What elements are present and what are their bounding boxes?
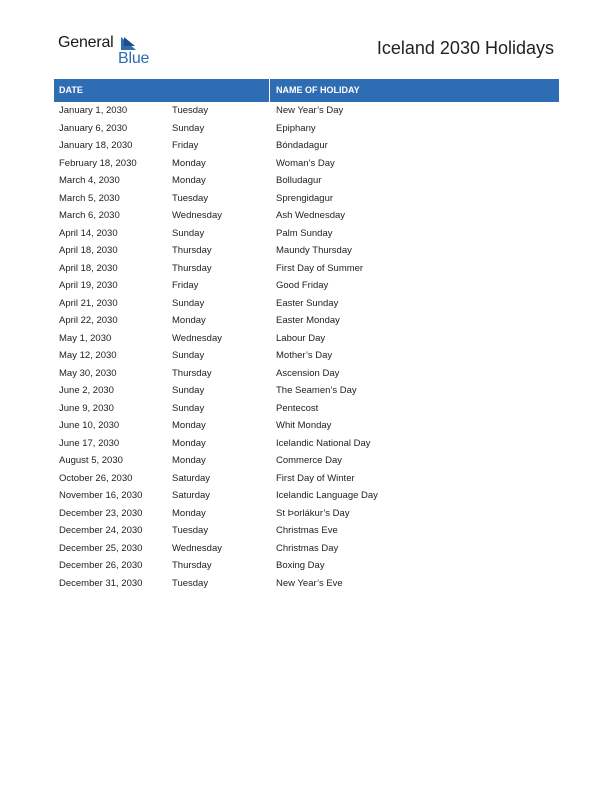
holiday-name: Whit Monday (276, 420, 332, 431)
table-row (54, 120, 559, 138)
logo-text-general: General (58, 34, 114, 51)
holiday-name: Commerce Day (276, 455, 342, 466)
table-row (54, 190, 559, 208)
holiday-weekday: Wednesday (172, 210, 222, 221)
holiday-weekday: Sunday (172, 350, 205, 361)
holiday-weekday: Tuesday (172, 192, 209, 204)
holiday-date: April 14, 2030 (59, 227, 118, 239)
holiday-name: First Day of Winter (276, 472, 355, 484)
table-row (54, 540, 559, 558)
holiday-name: Good Friday (276, 280, 329, 291)
holiday-weekday: Saturday (172, 472, 211, 484)
holiday-table-body (54, 102, 559, 592)
holiday-weekday: Wednesday (172, 542, 222, 554)
holiday-date: April 18, 2030 (59, 262, 118, 274)
holiday-date: June 2, 2030 (59, 385, 114, 396)
holiday-weekday: Thursday (172, 367, 212, 379)
table-row (54, 260, 559, 278)
holiday-date: January 6, 2030 (59, 122, 128, 134)
holiday-date: March 6, 2030 (59, 210, 120, 221)
holiday-weekday: Thursday (172, 560, 212, 571)
holiday-date: January 18, 2030 (59, 140, 133, 151)
holiday-date: May 1, 2030 (59, 332, 112, 344)
holiday-name: Boxing Day (276, 560, 325, 571)
holiday-name: Christmas Day (276, 542, 339, 554)
holiday-date: January 1, 2030 (59, 105, 128, 116)
holiday-name: Woman’s Day (276, 157, 335, 169)
holiday-date: March 4, 2030 (59, 175, 120, 186)
holiday-name: New Year’s Day (276, 105, 344, 116)
holiday-name: Epiphany (276, 122, 316, 134)
holiday-date: June 9, 2030 (59, 402, 114, 414)
holiday-date: December 23, 2030 (59, 507, 143, 519)
table-row (54, 417, 559, 435)
holiday-date: April 19, 2030 (59, 280, 118, 291)
holiday-name: Labour Day (276, 332, 326, 344)
table-row (54, 312, 559, 330)
column-header-date: DATE (59, 85, 83, 95)
table-row (54, 557, 559, 575)
holiday-date: June 17, 2030 (59, 437, 120, 449)
table-row (54, 575, 559, 593)
table-row (54, 452, 559, 470)
table-row (54, 295, 559, 313)
holiday-name: Ash Wednesday (276, 210, 346, 221)
holiday-name: Christmas Eve (276, 525, 338, 536)
holiday-weekday: Monday (172, 157, 206, 169)
holiday-name: Easter Sunday (276, 297, 339, 309)
holiday-weekday: Monday (172, 420, 206, 431)
table-row (54, 207, 559, 225)
table-row (54, 137, 559, 155)
holiday-weekday: Tuesday (172, 525, 209, 536)
table-row (54, 435, 559, 453)
holiday-weekday: Thursday (172, 245, 212, 256)
holiday-weekday: Sunday (172, 227, 205, 239)
table-row (54, 277, 559, 295)
table-row (54, 242, 559, 260)
holiday-name: Bolludagur (276, 175, 322, 186)
table-row (54, 102, 559, 120)
holiday-date: December 24, 2030 (59, 525, 143, 536)
holiday-weekday: Sunday (172, 297, 205, 309)
table-row (54, 347, 559, 365)
holiday-name: Icelandic Language Day (276, 490, 378, 501)
holiday-name: Sprengidagur (276, 192, 334, 204)
table-row (54, 330, 559, 348)
holiday-weekday: Friday (172, 140, 199, 151)
holiday-weekday: Friday (172, 280, 199, 291)
logo-text-blue: Blue (118, 50, 150, 67)
holiday-date: April 18, 2030 (59, 245, 118, 256)
page-title: Iceland 2030 Holidays (376, 38, 554, 58)
holiday-weekday: Sunday (172, 402, 205, 414)
table-row (54, 155, 559, 173)
table-row (54, 365, 559, 383)
holiday-weekday: Monday (172, 507, 206, 519)
holiday-weekday: Monday (172, 455, 206, 466)
holiday-name: The Seamen’s Day (276, 385, 357, 396)
header-divider (269, 79, 270, 102)
holiday-date: April 22, 2030 (59, 315, 118, 326)
holiday-name: Icelandic National Day (276, 437, 371, 449)
holiday-name: First Day of Summer (276, 262, 364, 274)
holiday-date: December 26, 2030 (59, 560, 143, 571)
column-header-name: NAME OF HOLIDAY (276, 85, 360, 95)
holiday-name: Palm Sunday (276, 227, 333, 239)
holiday-date: November 16, 2030 (59, 490, 143, 501)
table-row (54, 487, 559, 505)
holiday-name: Bóndadagur (276, 140, 328, 151)
holiday-weekday: Monday (172, 437, 206, 449)
table-header (54, 79, 559, 102)
holiday-weekday: Tuesday (172, 577, 209, 589)
holiday-name: St Þorlákur’s Day (276, 507, 350, 519)
holiday-weekday: Sunday (172, 385, 205, 396)
holiday-date: August 5, 2030 (59, 455, 123, 466)
holiday-weekday: Monday (172, 175, 206, 186)
holiday-weekday: Thursday (172, 262, 212, 274)
table-row (54, 225, 559, 243)
table-row (54, 522, 559, 540)
holiday-date: October 26, 2030 (59, 472, 133, 484)
holiday-date: May 30, 2030 (59, 367, 117, 379)
holiday-date: December 25, 2030 (59, 542, 143, 554)
holiday-weekday: Sunday (172, 122, 205, 134)
holiday-name: Mother’s Day (276, 350, 333, 361)
holiday-name: Maundy Thursday (276, 245, 352, 256)
holiday-weekday: Saturday (172, 490, 211, 501)
holiday-name: Ascension Day (276, 367, 340, 379)
holiday-date: May 12, 2030 (59, 350, 117, 361)
table-row (54, 470, 559, 488)
table-row (54, 400, 559, 418)
generalblue-logo (58, 34, 148, 68)
holiday-date: February 18, 2030 (59, 157, 137, 169)
holiday-name: Pentecost (276, 402, 319, 414)
holiday-date: April 21, 2030 (59, 297, 118, 309)
holiday-weekday: Wednesday (172, 332, 222, 344)
holiday-date: June 10, 2030 (59, 420, 120, 431)
table-row (54, 382, 559, 400)
holiday-name: Easter Monday (276, 315, 340, 326)
holiday-name: New Year’s Eve (276, 577, 343, 589)
table-row (54, 172, 559, 190)
holiday-weekday: Monday (172, 315, 206, 326)
logo-flag-shade-icon (124, 37, 135, 46)
holiday-date: March 5, 2030 (59, 192, 120, 204)
holiday-date: December 31, 2030 (59, 577, 143, 589)
holiday-weekday: Tuesday (172, 105, 209, 116)
table-row (54, 505, 559, 523)
